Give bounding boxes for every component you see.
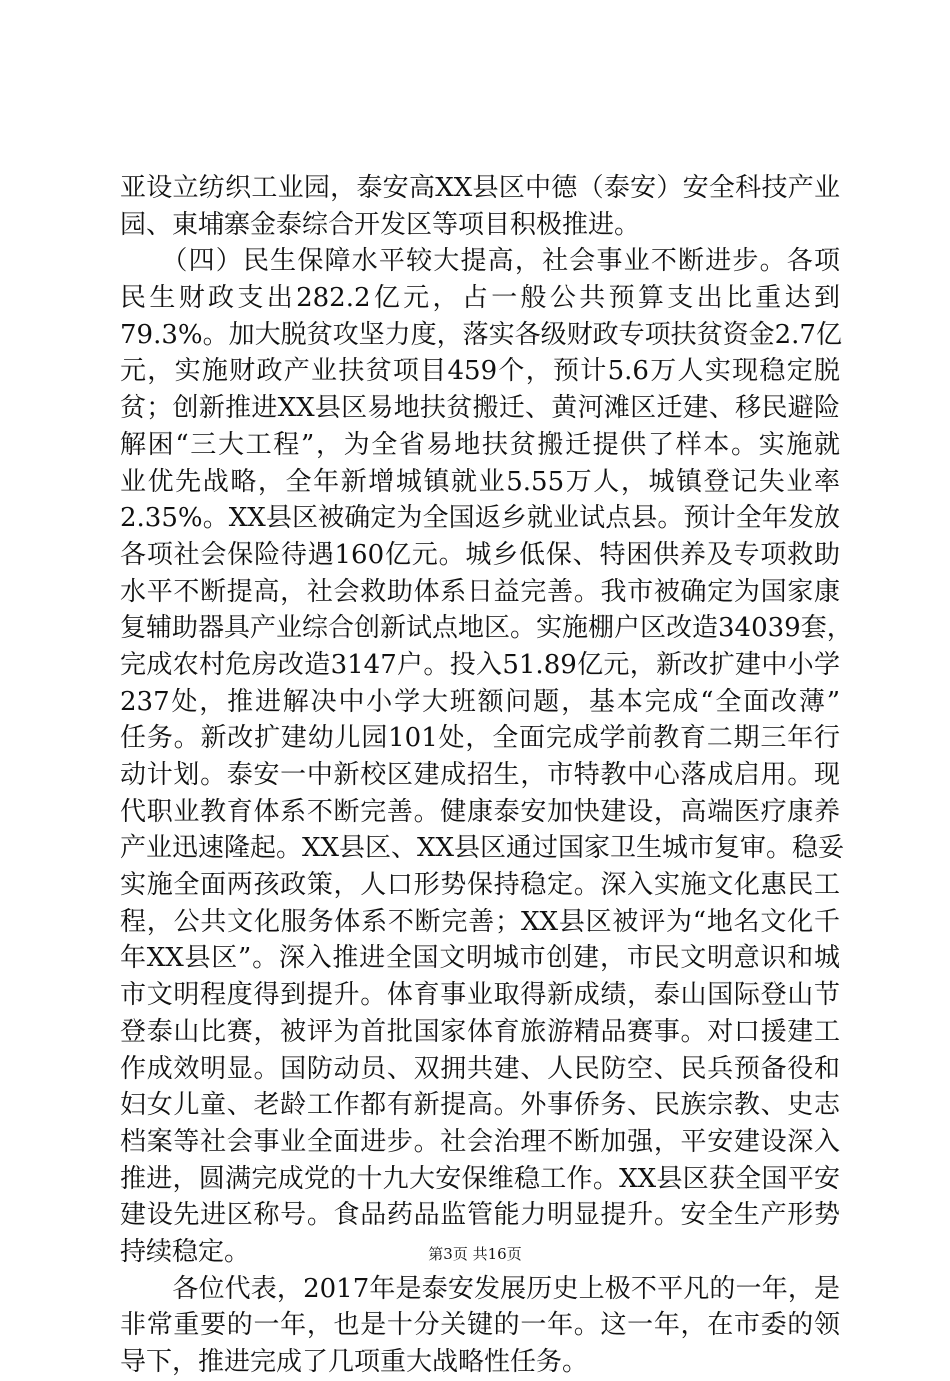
text-line: 妇女儿童、老龄工作都有新提高。外事侨务、民族宗教、史志 (120, 1090, 840, 1121)
text-line: 代职业教育体系不断完善。健康泰安加快建设，高端医疗康养 (120, 796, 840, 827)
text-line: （四）民生保障水平较大提高，社会事业不断进步。各项 (120, 246, 840, 277)
text-line: 动计划。泰安一中新校区建成招生，市特教中心落成启用。现 (120, 760, 840, 790)
text-line: 复辅助器具产业综合创新试点地区。实施棚户区改造34039套， (120, 613, 853, 644)
text-line: 导下，推进完成了几项重大战略性任务。 (120, 1347, 589, 1377)
body-text (120, 170, 853, 1381)
text-line: 各位代表，2017年是泰安发展历史上极不平凡的一年，是 (120, 1273, 840, 1304)
text-line: 2.35%。XX县区被确定为全国返乡就业试点县。预计全年发放 (120, 503, 840, 534)
text-line: 79.3%。加大脱贫攻坚力度，落实各级财政专项扶贫资金2.7亿 (120, 319, 842, 350)
text-line: 产业迅速隆起。XX县区、XX县区通过国家卫生城市复审。稳妥 (120, 833, 845, 864)
text-line: 持续稳定。 (120, 1236, 251, 1267)
text-line: 各项社会保险待遇160亿元。城乡低保、特困供养及专项救助 (120, 539, 840, 570)
text-line: 推进，圆满完成党的十九大安保维稳工作。XX县区获全国平安 (120, 1163, 840, 1194)
text-line: 亚设立纺织工业园，泰安高XX县区中德（泰安）安全科技产业 (120, 173, 840, 203)
text-line: 实施全面两孩政策，人口形势保持稳定。深入实施文化惠民工 (120, 870, 840, 901)
text-line: 程，公共文化服务体系不断完善；XX县区被评为“地名文化千 (120, 906, 840, 937)
text-line: 非常重要的一年，也是十分关键的一年。这一年，在市委的领 (120, 1310, 840, 1341)
text-line: 登泰山比赛，被评为首批国家体育旅游精品赛事。对口援建工 (120, 1016, 840, 1047)
text-line: 园、東埔寨金泰综合开发区等项目积极推进。 (120, 209, 641, 240)
text-line: 业优先战略，全年新增城镇就业5.55万人，城镇登记失业率 (120, 466, 840, 497)
text-line: 水平不断提高，社会救助体系日益完善。我市被确定为国家康 (120, 576, 840, 607)
text-line: 任务。新改扩建幼儿园101处，全面完成学前教育二期三年行 (120, 723, 840, 754)
text-line: 市文明程度得到提升。体育事业取得新成绩，泰山国际登山节 (120, 980, 840, 1011)
text-line: 民生财政支出282.2亿元，占一般公共预算支出比重达到 (120, 283, 840, 314)
text-line: 贫；创新推进XX县区易地扶贫搬迁、黄河滩区迁建、移民避险 (120, 393, 840, 424)
text-line: 元，实施财政产业扶贫项目459个，预计5.6万人实现稳定脱 (120, 356, 840, 387)
text-line: 完成农村危房改造3147户。投入51.89亿元，新改扩建中小学 (120, 649, 840, 680)
text-line: 档案等社会事业全面进步。社会治理不断加强，平安建设深入 (120, 1126, 840, 1157)
text-line: 作成效明显。国防动员、双拥共建、人民防空、民兵预备役和 (120, 1053, 840, 1084)
text-line: 年XX县区”。深入推进全国文明城市创建，市民文明意识和城 (120, 943, 840, 974)
text-line: 237处，推进解决中小学大班额问题，基本完成“全面改薄” (120, 686, 840, 717)
text-line: 解困“三大工程”，为全省易地扶贫搬迁提供了样本。实施就 (120, 429, 840, 460)
page-footer: 第3页 共16页 (428, 1245, 522, 1263)
text-line: 建设先进区称号。食品药品监管能力明显提升。安全生产形势 (120, 1200, 840, 1231)
